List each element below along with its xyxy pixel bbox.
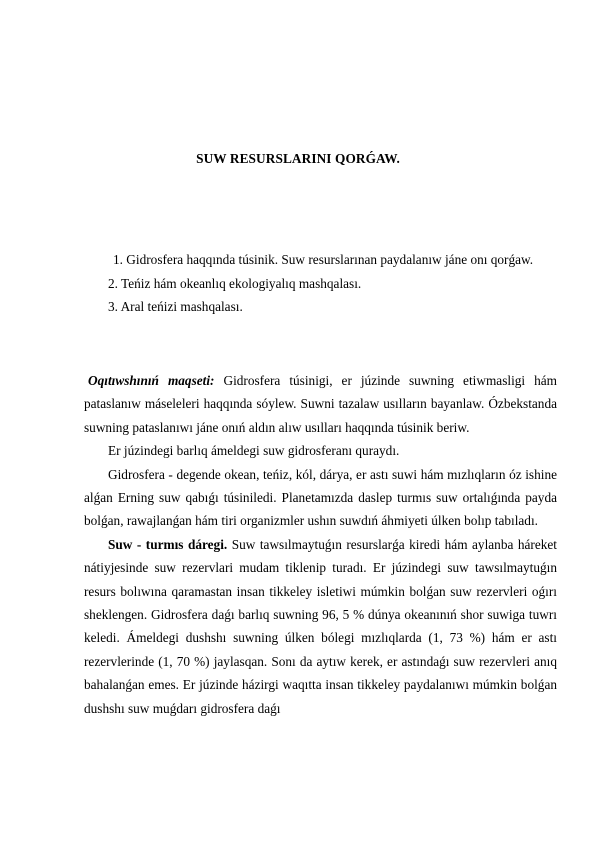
outline-item: 1. Gidrosfera haqqında túsinik. Suw resurslarınan paydalanıw jáne onı qorǵaw. bbox=[113, 252, 534, 267]
aim-text: Gidrosfera túsinigi, er júzinde suwning etiwmasligi hám pataslanıw máseleleri haqqında sóylew. Suwni tazalaw usılların bayanlaw. Ózbekstanda suwning pataslanıwı jáne onıń aldın alıw usılları haqqında túsinik beriw. bbox=[84, 373, 557, 435]
body-paragraph: Gidrosfera - degende okean, teńiz, kól, dárya, er astı suwi hám mızlıqların óz ishine alǵan Erning suw qabıǵı túsiniledi. Planetamızda daslep turmıs suw ortalıǵında payda bolǵan, rawajlanǵan hám tiri organizmler ushın suwdıń áhmiyeti úlken bolıp tabıladı. bbox=[84, 466, 557, 529]
water-source-text: Suw tawsılmaytuǵın resurslarǵa kiredi hám aylanba háreket nátiyjesinde suw rezervlari mudam tiklenip turadı. Er júzindegi suw tawsılmaytuǵın resurs bolıwına qaramastan insan tikkeley isletiwi múmkin bolǵan suw rezervleri oǵırı sheklengen. Gidrosfera daǵı barlıq suwning 96, 5 % dúnya okeanınıń shor suwiga tuwrı keledi. Ámeldegi dushshı suwning úlken bólegi mızlıqlarda (1, 73 %) hám er astı rezervlerinde (1, 70 %) jaylasqan. Sonı da aytıw kerek, er astındaǵı suw rezervleri anıq bahalanǵan emes. Er júzinde házirgi waqıtta insan tikkeley paydalanıwı múmkin bolǵan dushshı suw muǵdarı gidrosfera daǵı bbox=[84, 536, 557, 716]
document-title: SUW RESURSLARINI QORǴAW. bbox=[196, 151, 400, 166]
teacher-aim-paragraph bbox=[84, 369, 557, 439]
body-paragraph: Er júzindegi barlıq ámeldegi suw gidrosferanı quraydı. bbox=[108, 443, 400, 459]
water-source-label: Suw - turmıs dáregi. bbox=[108, 536, 228, 552]
water-cycle-paragraph bbox=[84, 533, 557, 720]
topic-outline bbox=[108, 248, 558, 319]
body-text bbox=[84, 369, 557, 720]
outline-item: 2. Teńiz hám okeanlıq ekologiyalıq mashqalası. bbox=[108, 275, 362, 291]
outline-item: 3. Aral teńizi mashqalası. bbox=[108, 299, 243, 314]
aim-label: Oqıtıwshınıń maqseti: bbox=[88, 373, 215, 388]
